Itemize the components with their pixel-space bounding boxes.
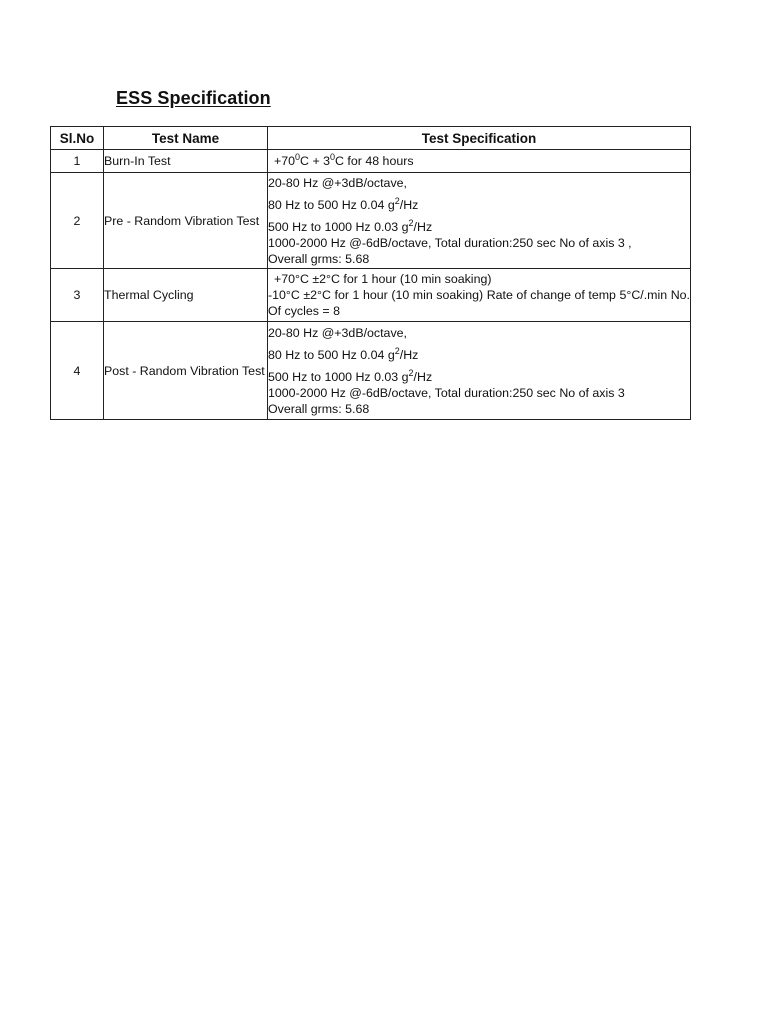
spec-line: 80 Hz to 500 Hz 0.04 $g^2/Hz$ <box>268 195 419 212</box>
spec-line: Overall grms: 5.68 <box>268 251 370 266</box>
column-header-test-name: Test Name <box>104 127 268 150</box>
spec-line: 1000-2000 Hz @-6dB/octave, Total duration:250 sec No of axis 3 , <box>268 235 632 250</box>
table-header-row <box>51 127 691 150</box>
spec-line: Overall grms: 5.68 <box>268 401 370 416</box>
test-name-cell: Post - Random Vibration Test <box>104 322 268 420</box>
spec-line: 1000-2000 Hz @-6dB/octave, Total duration:250 sec No of axis 3 <box>268 385 625 400</box>
spec-line: $+70^0C + 3^0C$ for 48 hours <box>274 152 414 168</box>
spec-line: 500 Hz to 1000 Hz 0.03 $g^2/Hz$ <box>268 367 433 384</box>
test-name-cell: Burn-In Test <box>104 150 268 173</box>
table-row <box>51 322 691 420</box>
table-row <box>51 150 691 173</box>
spec-line: 500 Hz to 1000 Hz 0.03 $g^2/Hz$ <box>268 217 433 234</box>
test-specification-cell <box>268 269 691 322</box>
test-name-cell: Thermal Cycling <box>104 269 268 322</box>
test-specification-cell <box>268 173 691 269</box>
sl-no-cell: 4 <box>51 322 104 420</box>
spec-line: -10°C ±2°C for 1 hour (10 min soaking) Rate of change of temp 5°C/.min No. Of cycles = 8 <box>268 288 690 318</box>
spec-line: 80 Hz to 500 Hz 0.04 $g^2/Hz$ <box>268 345 419 362</box>
document-title: ESS Specification <box>116 88 271 108</box>
spec-line: +70°C ±2°C for 1 hour (10 min soaking) <box>274 272 492 286</box>
column-header-test-specification: Test Specification <box>268 127 691 150</box>
sl-no-cell: 1 <box>51 150 104 173</box>
spec-line: 20-80 Hz @+3dB/octave, <box>268 325 407 340</box>
test-specification-cell <box>268 322 691 420</box>
sl-no-cell: 3 <box>51 269 104 322</box>
test-name-cell: Pre - Random Vibration Test <box>104 173 268 269</box>
table-row <box>51 269 691 322</box>
test-specification-cell <box>268 150 691 173</box>
ess-specification-table <box>50 126 691 420</box>
sl-no-cell: 2 <box>51 173 104 269</box>
spec-line: 20-80 Hz @+3dB/octave, <box>268 175 407 190</box>
table-row <box>51 173 691 269</box>
column-header-sl-no: Sl.No <box>51 127 104 150</box>
